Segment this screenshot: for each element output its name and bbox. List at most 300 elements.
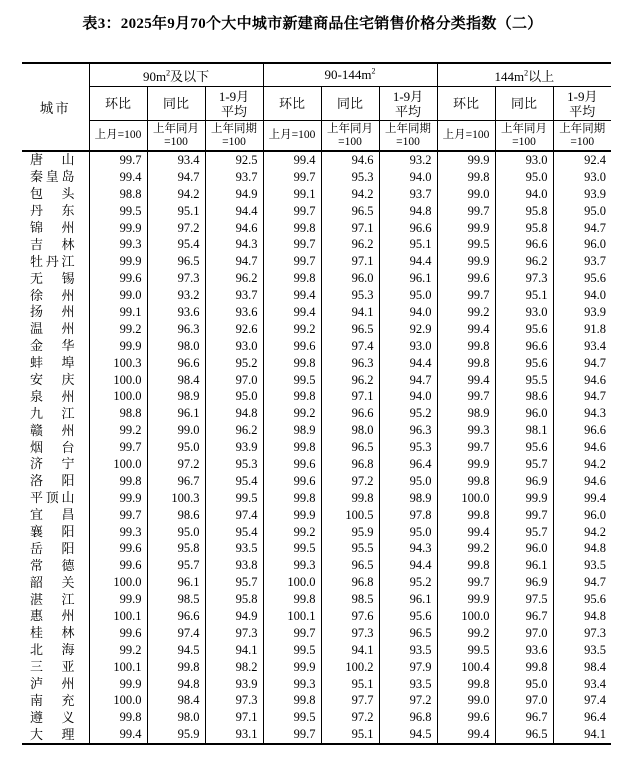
value-cell: 98.4: [553, 659, 611, 676]
value-cell: 95.1: [147, 203, 205, 220]
city-name-cell: [22, 507, 89, 524]
city-name: 泸 州: [30, 676, 75, 692]
city-name-cell: [22, 456, 89, 473]
value-cell: 96.1: [379, 270, 437, 287]
value-cell: 99.2: [263, 405, 321, 422]
measure-header: 1-9月 平均: [379, 87, 437, 121]
value-cell: 94.3: [205, 236, 263, 253]
value-cell: 100.0: [89, 456, 147, 473]
value-cell: 96.5: [495, 726, 553, 744]
city-name-cell: [22, 625, 89, 642]
value-cell: 93.4: [553, 676, 611, 693]
city-name: 九 江: [30, 405, 75, 421]
value-cell: 94.4: [205, 203, 263, 220]
value-cell: 93.1: [205, 726, 263, 744]
value-cell: 94.7: [205, 253, 263, 270]
group-label-pre: 90-144m: [324, 67, 372, 82]
value-cell: 99.7: [495, 507, 553, 524]
value-cell: 95.3: [205, 456, 263, 473]
value-cell: 95.7: [495, 456, 553, 473]
value-cell: 95.9: [147, 726, 205, 744]
city-name-cell: [22, 439, 89, 456]
city-name: 赣 州: [30, 422, 75, 438]
value-cell: 99.2: [437, 304, 495, 321]
value-cell: 99.6: [89, 540, 147, 557]
value-cell: 96.1: [147, 405, 205, 422]
group-label-superscript: 2: [371, 66, 376, 76]
value-cell: 99.7: [437, 203, 495, 220]
value-cell: 100.0: [89, 372, 147, 389]
value-cell: 97.6: [321, 608, 379, 625]
value-cell: 97.1: [321, 220, 379, 237]
value-cell: 99.7: [263, 236, 321, 253]
value-cell: 95.2: [379, 405, 437, 422]
value-cell: 96.2: [495, 253, 553, 270]
value-cell: 96.2: [205, 422, 263, 439]
value-cell: 100.0: [437, 490, 495, 507]
value-cell: 97.0: [495, 693, 553, 710]
value-cell: 93.5: [379, 676, 437, 693]
value-cell: 99.8: [437, 338, 495, 355]
base-header: 上月=100: [89, 121, 147, 152]
value-cell: 96.3: [321, 355, 379, 372]
value-cell: 99.8: [263, 439, 321, 456]
value-cell: 97.1: [321, 253, 379, 270]
value-cell: 99.2: [89, 321, 147, 338]
value-cell: 99.8: [263, 693, 321, 710]
value-cell: 99.9: [89, 490, 147, 507]
table-row: [22, 439, 611, 456]
value-cell: 98.6: [147, 507, 205, 524]
value-cell: 100.4: [437, 659, 495, 676]
table-row: [22, 473, 611, 490]
value-cell: 93.9: [553, 186, 611, 203]
value-cell: 99.7: [437, 287, 495, 304]
value-cell: 98.8: [89, 405, 147, 422]
city-name: 襄 阳: [30, 524, 75, 540]
value-cell: 93.0: [553, 169, 611, 186]
value-cell: 99.5: [263, 372, 321, 389]
city-name-cell: [22, 355, 89, 372]
value-cell: 93.0: [495, 304, 553, 321]
value-cell: 99.0: [147, 422, 205, 439]
table-row: [22, 574, 611, 591]
value-cell: 99.7: [263, 203, 321, 220]
value-cell: 99.8: [263, 591, 321, 608]
value-cell: 98.1: [495, 422, 553, 439]
table-row: [22, 456, 611, 473]
table-row: [22, 726, 611, 744]
value-cell: 95.7: [495, 524, 553, 541]
value-cell: 95.5: [321, 540, 379, 557]
value-cell: 94.2: [321, 186, 379, 203]
value-cell: 94.8: [553, 540, 611, 557]
value-cell: 99.5: [437, 236, 495, 253]
value-cell: 94.3: [379, 540, 437, 557]
value-cell: 95.0: [147, 524, 205, 541]
value-cell: 99.8: [147, 659, 205, 676]
city-name: 平 顶 山: [30, 490, 75, 506]
value-cell: 93.7: [205, 169, 263, 186]
value-cell: 93.6: [495, 642, 553, 659]
value-cell: 96.0: [321, 270, 379, 287]
table-row: [22, 321, 611, 338]
city-name-cell: [22, 524, 89, 541]
value-cell: 97.3: [205, 625, 263, 642]
value-cell: 94.5: [147, 642, 205, 659]
value-cell: 95.8: [495, 220, 553, 237]
value-cell: 97.3: [205, 693, 263, 710]
value-cell: 99.7: [89, 439, 147, 456]
value-cell: 99.9: [437, 591, 495, 608]
value-cell: 99.8: [437, 473, 495, 490]
city-name-cell: [22, 287, 89, 304]
value-cell: 93.9: [205, 439, 263, 456]
value-cell: 99.5: [263, 642, 321, 659]
value-cell: 94.0: [379, 304, 437, 321]
value-cell: 100.1: [263, 608, 321, 625]
base-header: 上年同期 =100: [205, 121, 263, 152]
table-row: [22, 490, 611, 507]
value-cell: 98.5: [147, 591, 205, 608]
value-cell: 96.5: [321, 557, 379, 574]
value-cell: 98.0: [147, 709, 205, 726]
value-cell: 99.5: [437, 642, 495, 659]
city-name: 安 庆: [30, 372, 75, 388]
value-cell: 99.5: [263, 709, 321, 726]
group-label-post: 及以下: [170, 68, 210, 84]
value-cell: 93.5: [205, 540, 263, 557]
value-cell: 99.7: [263, 726, 321, 744]
table-row: [22, 422, 611, 439]
value-cell: 94.7: [553, 574, 611, 591]
value-cell: 93.4: [147, 151, 205, 169]
value-cell: 94.1: [205, 642, 263, 659]
city-name-cell: [22, 220, 89, 237]
city-name: 唐 山: [30, 152, 75, 168]
city-name-cell: [22, 169, 89, 186]
city-name: 扬 州: [30, 304, 75, 320]
value-cell: 97.2: [321, 473, 379, 490]
value-cell: 94.0: [553, 287, 611, 304]
value-cell: 92.4: [553, 151, 611, 169]
value-cell: 99.5: [263, 540, 321, 557]
value-cell: 95.0: [205, 388, 263, 405]
value-cell: 98.6: [495, 388, 553, 405]
measure-header: 1-9月 平均: [553, 87, 611, 121]
value-cell: 95.6: [495, 355, 553, 372]
value-cell: 99.7: [437, 388, 495, 405]
value-cell: 99.9: [263, 659, 321, 676]
city-name-cell: [22, 676, 89, 693]
page-title: 表3：2025年9月70个大中城市新建商品住宅销售价格分类指数（二）: [82, 16, 543, 32]
table-row: [22, 169, 611, 186]
value-cell: 96.5: [147, 253, 205, 270]
group-header-1: [263, 63, 437, 87]
value-cell: 96.0: [495, 540, 553, 557]
value-cell: 100.3: [89, 355, 147, 372]
base-header: 上年同月 =100: [147, 121, 205, 152]
city-name: 南 充: [30, 692, 75, 708]
value-cell: 99.2: [89, 422, 147, 439]
value-cell: 99.0: [437, 186, 495, 203]
value-cell: 95.6: [379, 608, 437, 625]
value-cell: 95.6: [553, 270, 611, 287]
value-cell: 96.7: [147, 473, 205, 490]
value-cell: 99.8: [321, 490, 379, 507]
value-cell: 98.9: [379, 490, 437, 507]
value-cell: 94.4: [379, 253, 437, 270]
table-row: [22, 625, 611, 642]
city-name-cell: [22, 405, 89, 422]
city-name: 温 州: [30, 321, 75, 337]
value-cell: 95.7: [205, 574, 263, 591]
city-column-header: 城市: [22, 63, 89, 151]
value-cell: 99.6: [89, 625, 147, 642]
table-row: [22, 287, 611, 304]
measure-header: 同比: [321, 87, 379, 121]
value-cell: 99.8: [89, 473, 147, 490]
value-cell: 99.9: [437, 253, 495, 270]
value-cell: 95.8: [147, 540, 205, 557]
table-row: [22, 659, 611, 676]
value-cell: 97.3: [147, 270, 205, 287]
city-name: 丹 东: [30, 203, 75, 219]
city-name-cell: [22, 540, 89, 557]
value-cell: 93.7: [379, 186, 437, 203]
value-cell: 93.5: [553, 642, 611, 659]
value-cell: 99.6: [89, 270, 147, 287]
city-name-cell: [22, 388, 89, 405]
value-cell: 94.6: [553, 473, 611, 490]
value-cell: 94.8: [379, 203, 437, 220]
value-cell: 93.0: [205, 338, 263, 355]
value-cell: 94.2: [553, 524, 611, 541]
value-cell: 96.9: [495, 574, 553, 591]
table-row: [22, 304, 611, 321]
value-cell: 93.7: [553, 253, 611, 270]
value-cell: 94.4: [379, 557, 437, 574]
value-cell: 97.7: [321, 693, 379, 710]
value-cell: 99.9: [495, 490, 553, 507]
measure-header: 环比: [263, 87, 321, 121]
value-cell: 99.8: [263, 220, 321, 237]
city-name-cell: [22, 709, 89, 726]
value-cell: 95.1: [321, 676, 379, 693]
value-cell: 99.8: [437, 507, 495, 524]
value-cell: 94.8: [553, 608, 611, 625]
value-cell: 99.4: [263, 304, 321, 321]
city-name-cell: [22, 151, 89, 169]
measure-header: 环比: [89, 87, 147, 121]
value-cell: 96.6: [147, 355, 205, 372]
value-cell: 98.5: [321, 591, 379, 608]
city-name: 济 宁: [30, 456, 75, 472]
value-cell: 94.2: [553, 456, 611, 473]
value-cell: 96.5: [321, 203, 379, 220]
value-cell: 96.1: [495, 557, 553, 574]
value-cell: 96.5: [321, 321, 379, 338]
city-name: 大 理: [30, 726, 75, 742]
value-cell: 99.2: [263, 524, 321, 541]
price-index-table: [22, 62, 611, 745]
table-row: [22, 591, 611, 608]
value-cell: 94.0: [379, 388, 437, 405]
value-cell: 94.8: [147, 676, 205, 693]
value-cell: 95.1: [379, 236, 437, 253]
value-cell: 95.3: [321, 287, 379, 304]
value-cell: 99.9: [437, 456, 495, 473]
city-name: 三 亚: [30, 659, 75, 675]
value-cell: 93.2: [379, 151, 437, 169]
value-cell: 93.9: [553, 304, 611, 321]
group-label-pre: 144m: [494, 68, 525, 84]
value-cell: 99.9: [263, 507, 321, 524]
value-cell: 98.4: [147, 693, 205, 710]
value-cell: 97.5: [495, 591, 553, 608]
value-cell: 93.5: [379, 642, 437, 659]
table-row: [22, 338, 611, 355]
value-cell: 99.2: [437, 625, 495, 642]
table-header: [22, 63, 611, 151]
value-cell: 96.0: [495, 405, 553, 422]
value-cell: 96.8: [321, 456, 379, 473]
city-name-cell: [22, 372, 89, 389]
value-cell: 99.8: [263, 388, 321, 405]
value-cell: 94.1: [321, 304, 379, 321]
city-name-cell: [22, 203, 89, 220]
measure-header: 同比: [147, 87, 205, 121]
value-cell: 94.2: [147, 186, 205, 203]
value-cell: 100.5: [321, 507, 379, 524]
value-cell: 96.3: [379, 422, 437, 439]
value-cell: 94.7: [379, 372, 437, 389]
value-cell: 99.1: [89, 304, 147, 321]
value-cell: 94.7: [553, 355, 611, 372]
value-cell: 99.4: [89, 169, 147, 186]
value-cell: 95.7: [147, 557, 205, 574]
value-cell: 97.4: [321, 338, 379, 355]
city-name-cell: [22, 321, 89, 338]
value-cell: 93.6: [205, 304, 263, 321]
value-cell: 99.7: [263, 253, 321, 270]
city-name: 岳 阳: [30, 540, 75, 556]
value-cell: 99.7: [263, 169, 321, 186]
value-cell: 94.4: [379, 355, 437, 372]
value-cell: 94.6: [553, 372, 611, 389]
value-cell: 99.4: [437, 524, 495, 541]
city-name-cell: [22, 659, 89, 676]
value-cell: 95.3: [379, 439, 437, 456]
value-cell: 96.6: [321, 405, 379, 422]
value-cell: 94.7: [553, 388, 611, 405]
value-cell: 99.5: [205, 490, 263, 507]
table-row: [22, 203, 611, 220]
value-cell: 100.0: [89, 574, 147, 591]
value-cell: 95.4: [205, 524, 263, 541]
value-cell: 94.0: [495, 186, 553, 203]
value-cell: 98.9: [147, 388, 205, 405]
city-name-cell: [22, 236, 89, 253]
group-header-2: [437, 63, 611, 87]
value-cell: 95.8: [495, 203, 553, 220]
value-cell: 99.8: [263, 490, 321, 507]
value-cell: 99.8: [437, 169, 495, 186]
value-cell: 99.3: [437, 422, 495, 439]
value-cell: 95.0: [379, 473, 437, 490]
city-name: 常 德: [30, 557, 75, 573]
value-cell: 96.2: [321, 236, 379, 253]
city-name-cell: [22, 693, 89, 710]
header-row-base: [22, 121, 611, 152]
value-cell: 93.2: [147, 287, 205, 304]
city-name: 桂 林: [30, 625, 75, 641]
value-cell: 94.1: [553, 726, 611, 744]
city-name: 湛 江: [30, 591, 75, 607]
value-cell: 99.8: [437, 355, 495, 372]
value-cell: 93.8: [205, 557, 263, 574]
value-cell: 94.3: [553, 405, 611, 422]
city-name: 宜 昌: [30, 507, 75, 523]
city-name-cell: [22, 270, 89, 287]
city-name-cell: [22, 642, 89, 659]
value-cell: 96.6: [495, 338, 553, 355]
value-cell: 99.9: [89, 338, 147, 355]
value-cell: 99.8: [437, 676, 495, 693]
value-cell: 95.0: [495, 169, 553, 186]
value-cell: 96.2: [321, 372, 379, 389]
value-cell: 95.0: [379, 524, 437, 541]
value-cell: 100.0: [437, 608, 495, 625]
value-cell: 95.2: [205, 355, 263, 372]
value-cell: 95.3: [321, 169, 379, 186]
city-name-cell: [22, 490, 89, 507]
value-cell: 95.2: [379, 574, 437, 591]
city-name-cell: [22, 557, 89, 574]
value-cell: 99.1: [263, 186, 321, 203]
city-name-cell: [22, 253, 89, 270]
group-label-post: 以上: [528, 68, 555, 84]
city-name: 吉 林: [30, 236, 75, 252]
table-row: [22, 405, 611, 422]
city-name-cell: [22, 726, 89, 744]
value-cell: 96.3: [147, 321, 205, 338]
value-cell: 99.4: [263, 287, 321, 304]
value-cell: 95.6: [553, 591, 611, 608]
header-row-measures: [22, 87, 611, 121]
value-cell: 94.6: [205, 220, 263, 237]
value-cell: 96.6: [379, 220, 437, 237]
value-cell: 100.1: [89, 659, 147, 676]
city-name: 包 头: [30, 186, 75, 202]
value-cell: 91.8: [553, 321, 611, 338]
value-cell: 98.9: [263, 422, 321, 439]
city-name: 遵 义: [30, 709, 75, 725]
value-cell: 99.4: [89, 726, 147, 744]
value-cell: 93.6: [147, 304, 205, 321]
value-cell: 96.7: [495, 709, 553, 726]
value-cell: 99.9: [437, 220, 495, 237]
value-cell: 97.2: [321, 709, 379, 726]
value-cell: 97.4: [147, 625, 205, 642]
value-cell: 94.7: [147, 169, 205, 186]
value-cell: 99.6: [263, 338, 321, 355]
value-cell: 97.0: [205, 372, 263, 389]
value-cell: 95.8: [205, 591, 263, 608]
city-name: 惠 州: [30, 608, 75, 624]
value-cell: 95.0: [379, 287, 437, 304]
value-cell: 100.1: [89, 608, 147, 625]
